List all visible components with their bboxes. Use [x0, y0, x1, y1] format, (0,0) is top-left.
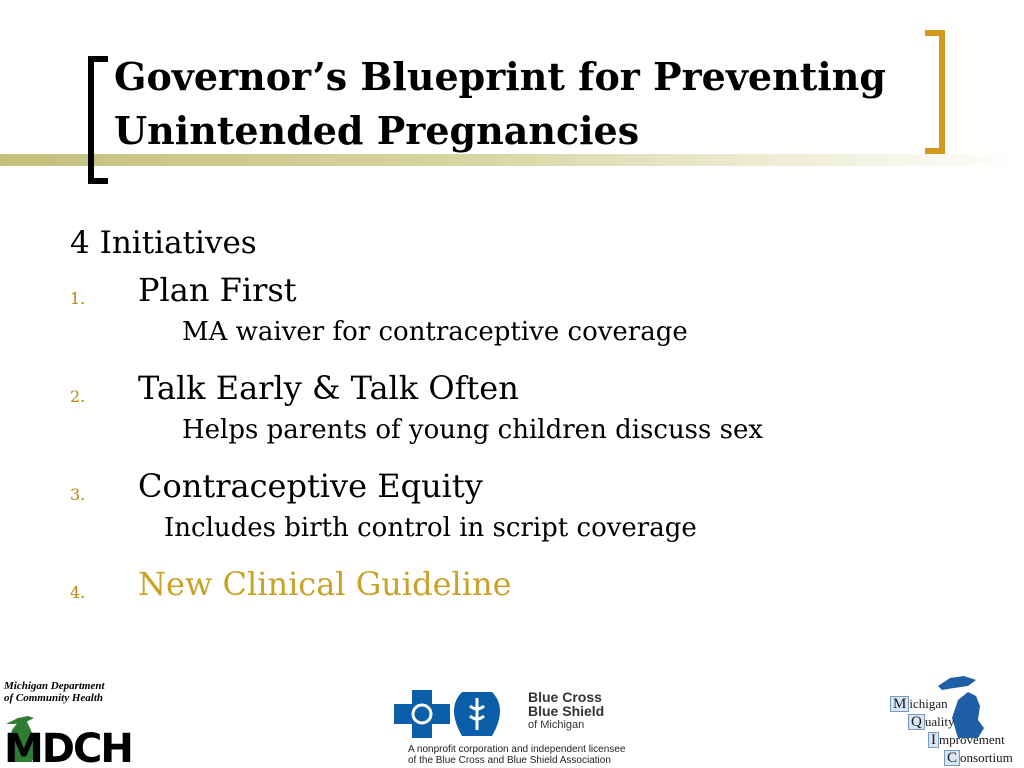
list-number-1: 1.	[70, 289, 86, 308]
list-label-4: New Clinical Guideline	[138, 565, 512, 603]
mdch-mark-text: MDCH	[4, 726, 132, 768]
mqic-cap-1: M	[890, 696, 909, 712]
mqic-rest-1: ichigan	[909, 696, 948, 711]
mdch-line-2: of Community Health	[4, 692, 104, 704]
bcbs-name-1: Blue Cross	[528, 689, 602, 705]
mqic-logo	[888, 672, 1024, 768]
bcbs-note-2: of the Blue Cross and Blue Shield Association	[408, 755, 611, 766]
slide-body	[70, 225, 970, 611]
bcbs-logo	[390, 688, 690, 766]
list-item-3	[70, 467, 970, 513]
mqic-line-2	[908, 714, 954, 730]
title-line-2: Unintended Pregnancies	[114, 108, 640, 153]
list-item-2	[70, 369, 970, 415]
list-number-2: 2.	[70, 387, 86, 406]
bcbs-note-1: A nonprofit corporation and independent licensee	[408, 744, 626, 755]
michigan-mitten-icon	[4, 708, 132, 768]
list-label-1: Plan First	[138, 271, 297, 309]
list-label-2: Talk Early & Talk Often	[138, 369, 519, 407]
mqic-cap-3: I	[928, 732, 939, 748]
mdch-line-1: Michigan Department	[4, 680, 105, 692]
bcbs-name-3: of Michigan	[528, 719, 585, 731]
list-sub-3: Includes birth control in script coverage	[164, 513, 697, 543]
right-bracket-decoration	[925, 30, 945, 154]
bcbs-name	[528, 690, 604, 732]
bcbs-name-2: Blue Shield	[528, 703, 605, 719]
mdch-logo	[4, 680, 132, 768]
blue-cross-shield-icon	[390, 688, 522, 738]
mqic-cap-4: C	[944, 750, 960, 766]
mqic-line-3	[928, 732, 1005, 748]
list-sub-2: Helps parents of young children discuss sex	[182, 415, 764, 445]
mqic-rest-2: uality	[924, 714, 955, 729]
mqic-cap-2: Q	[908, 714, 925, 730]
mdch-logo-text	[4, 680, 116, 704]
list-item-1	[70, 271, 970, 317]
list-label-3: Contraceptive Equity	[138, 467, 483, 505]
list-number-4: 4.	[70, 583, 86, 602]
mqic-line-4	[944, 750, 1013, 766]
mqic-rest-3: mprovement	[939, 732, 1005, 747]
mqic-line-1	[890, 696, 948, 712]
bcbs-disclaimer	[408, 744, 698, 766]
title-line-1: Governor’s Blueprint for Preventing	[114, 54, 886, 99]
list-number-3: 3.	[70, 485, 86, 504]
left-bracket-decoration	[88, 56, 108, 184]
mqic-rest-4: onsortium	[960, 750, 1013, 765]
list-item-4	[70, 565, 970, 611]
list-sub-1: MA waiver for contraceptive coverage	[182, 317, 688, 347]
initiatives-heading: 4 Initiatives	[70, 225, 257, 261]
slide-title	[114, 50, 914, 158]
